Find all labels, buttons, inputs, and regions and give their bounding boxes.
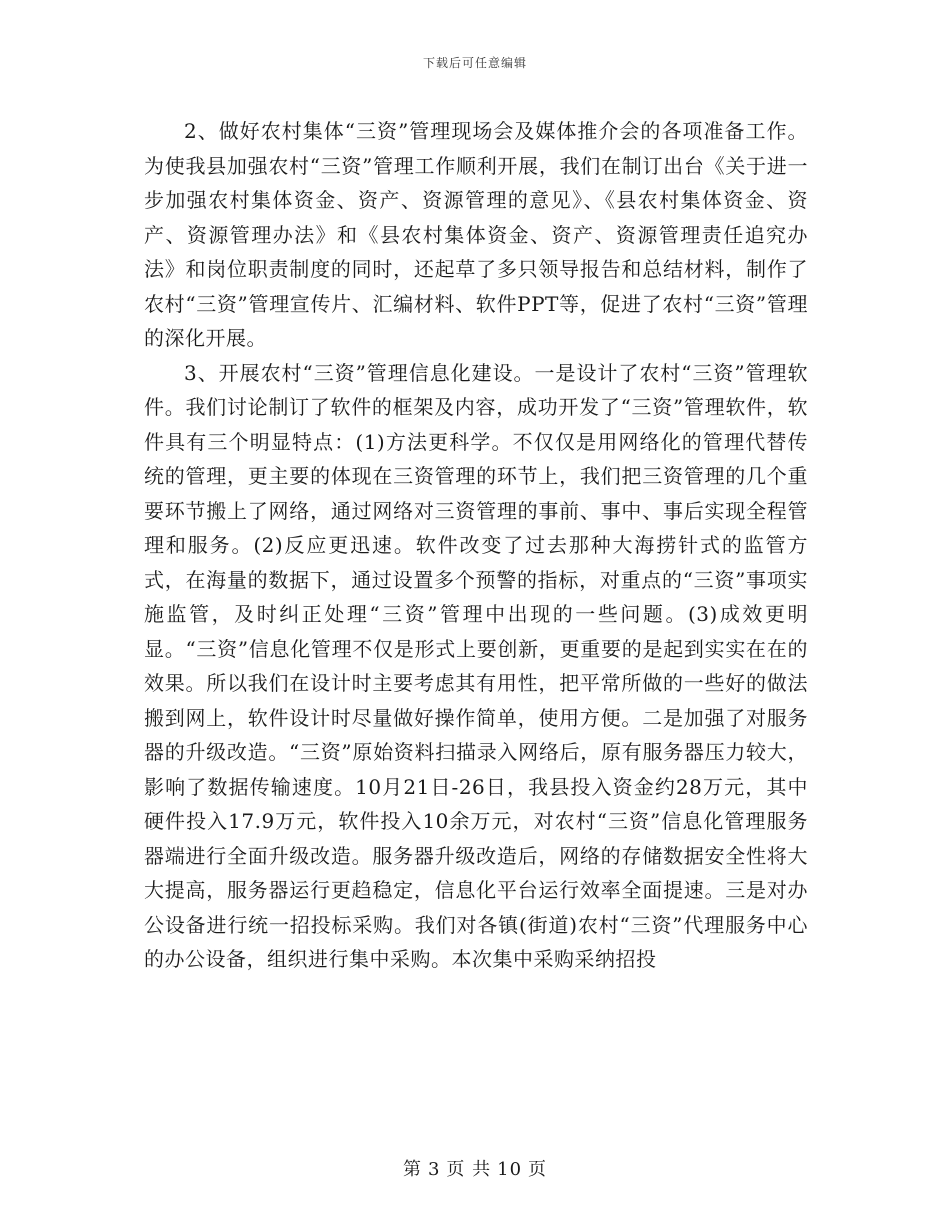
document-body — [144, 114, 808, 977]
paragraph-2: 2、做好农村集体“三资”管理现场会及媒体推介会的各项准备工作。为使我县加强农村“三资”管理工作顺利开展，我们在制订出台《关于进一步加强农村集体资金、资产、资源管理的意见》、《县农村集体资金、资产、资源管理办法》和《县农村集体资金、资产、资源管理责任追究办法》和岗位职责制度的同时，还起草了多只领导报告和总结材料，制作了农村“三资”管理宣传片、汇编材料、软件PPT等，促进了农村“三资”管理的深化开展。 — [144, 119, 808, 350]
footer-total-pages: 10 — [497, 1159, 523, 1180]
footer-middle: 页 共 — [446, 1159, 492, 1180]
footer-suffix: 页 — [528, 1159, 548, 1180]
paragraph-3: 3、开展农村“三资”管理信息化建设。一是设计了农村“三资”管理软件。我们讨论制订了软件的框架及内容，成功开发了“三资”管理软件，软件具有三个明显特点：(1)方法更科学。不仅仅是用网络化的管理代替传统的管理，更主要的体现在三资管理的环节上，我们把三资管理的几个重要环节搬上了网络，通过网络对三资管理的事前、事中、事后实现全程管理和服务。(2)反应更迅速。软件改变了过去那种大海捞针式的监管方式，在海量的数据下，通过设置多个预警的指标，对重点的“三资”事项实施监管，及时纠正处理“三资”管理中出现的一些问题。(3)成效更明显。“三资”信息化管理不仅是形式上要创新，更重要的是起到实实在在的效果。所以我们在设计时主要考虑其有用性，把平常所做的一些好的做法搬到网上，软件设计时尽量做好操作简单，使用方便。二是加强了对服务器的升级改造。“三资”原始资料扫描录入网络后，原有服务器压力较大，影响了数据传输速度。10月21日-26日，我县投入资金约28万元，其中硬件投入17.9万元，软件投入10余万元，对农村“三资”信息化管理服务器端进行全面升级改造。服务器升级改造后，网络的存储数据安全性将大大提高，服务器运行更趋稳定，信息化平台运行效率全面提速。三是对办公设备进行统一招投标采购。我们对各镇(街道)农村“三资”代理服务中心的办公设备，组织进行集中采购。本次集中采购采纳招投 — [144, 360, 808, 971]
page-header: 下载后可任意编辑 — [422, 56, 527, 70]
footer-prefix: 第 — [402, 1159, 422, 1180]
page-footer — [0, 1155, 950, 1181]
footer-page-number: 3 — [427, 1159, 441, 1180]
